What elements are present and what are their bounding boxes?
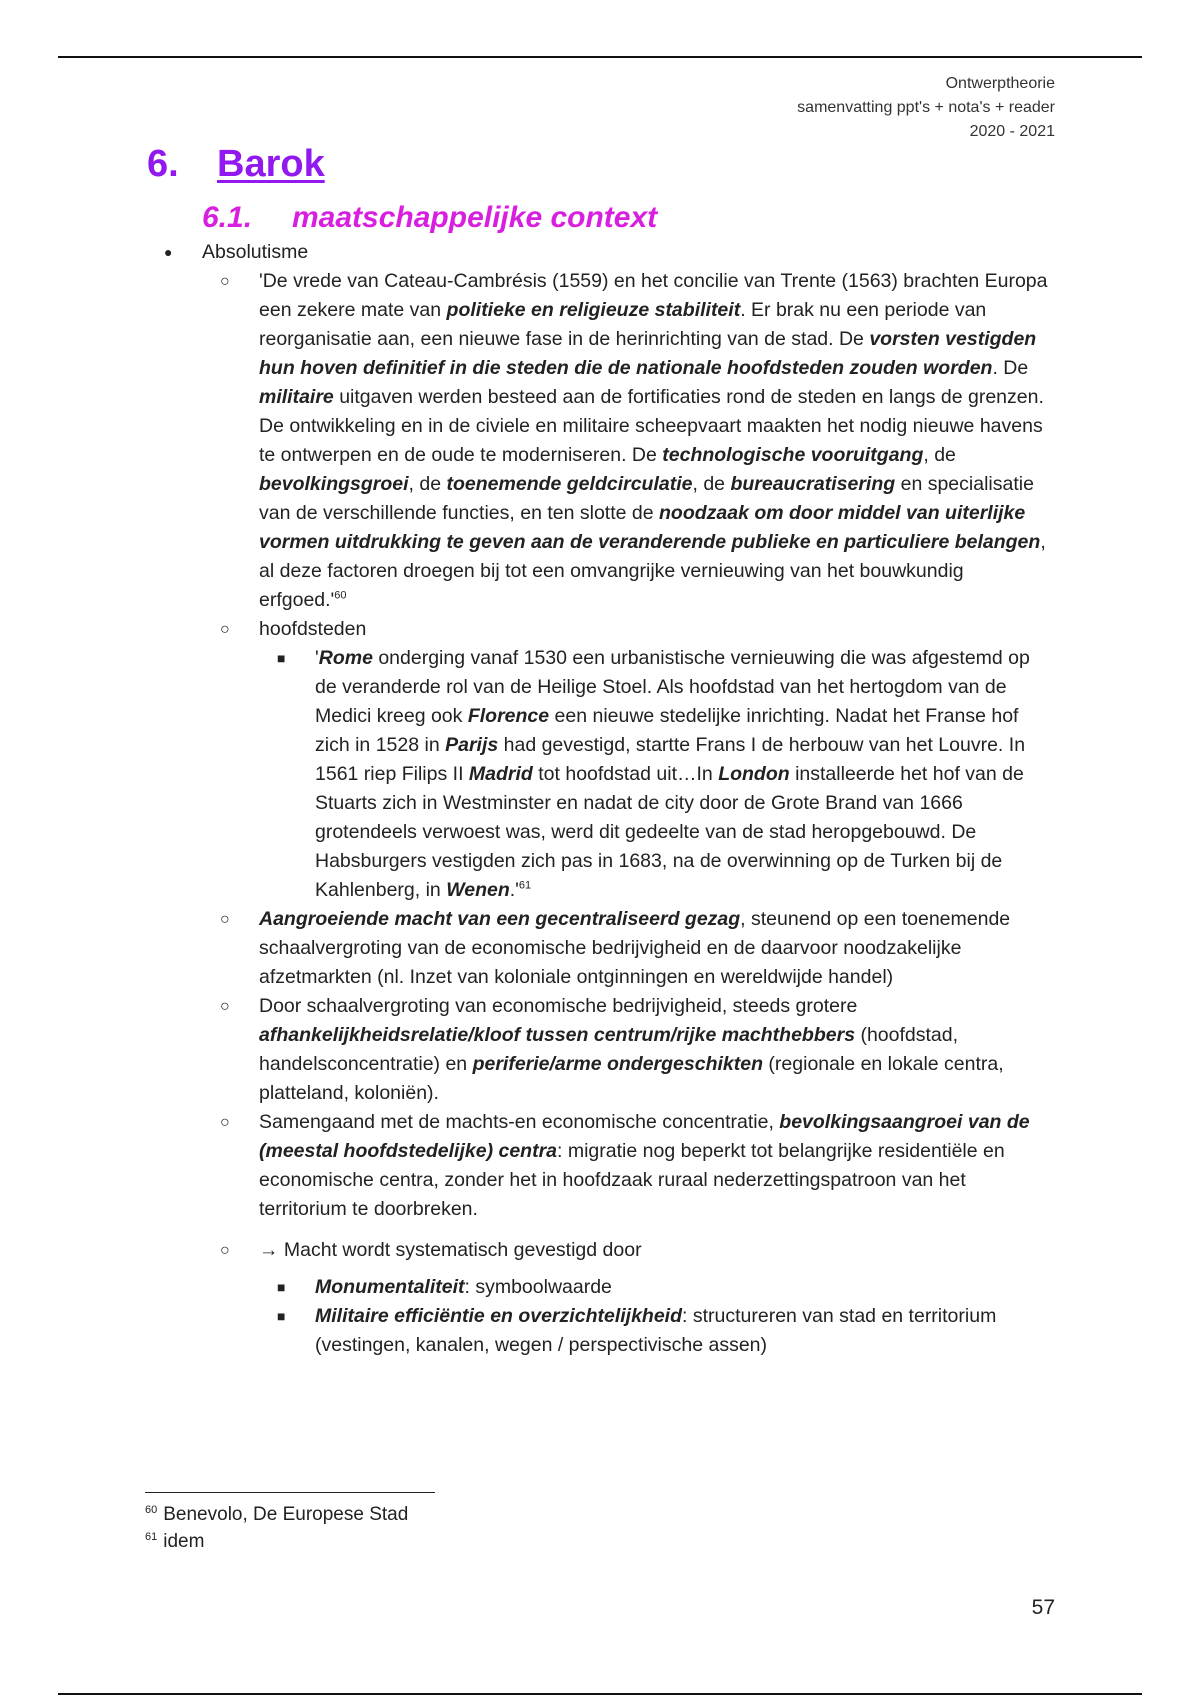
list-item-dependency: ○ Door schaalvergroting van economische bedrijvigheid, steeds grotere afhankelijkheidsrelatie/kloof tussen centrum/rijke machthebbers (hoofdstad, handelsconcentratie) en periferie/arme ondergeschikten (regionale en lokale centra, platteland, koloniën). bbox=[202, 992, 1050, 1108]
footnote-ref-60: 60 bbox=[334, 589, 347, 602]
list-item-population-growth: ○ Samengaand met de machts-en economische concentratie, bevolkingsaangroei van de (meestal hoofdstedelijke) centra: migratie nog beperkt tot belangrijke residentiële en economische centra, zonder het in hoofdzaak ruraal nederzettingspatroon van het territorium te doorbreken. bbox=[202, 1108, 1050, 1224]
footnote-separator bbox=[145, 1492, 435, 1493]
footnotes bbox=[145, 1501, 408, 1555]
footnote-60: $^{60}$ Benevolo, De Europese Stad bbox=[145, 1503, 409, 1525]
list-item-absolutisme: ● Absolutisme ○ 'De vrede van Cateau-Cambrésis (1559) en het concilie van Trente (1563) brachten Europa een zekere mate van politieke en religieuze stabiliteit. Er brak nu een periode van reorganisatie aan, een nieuwe fase in de herinrichting van de stad. De vorsten vestigden hun hoven definitief in die steden die de nationale hoofdsteden zouden worden. De militaire uitgaven werden besteed aan de fortificaties rond de steden en langs de grenzen. De ontwikkeling en in de civiele en militaire scheepvaart maakten het nodig nieuwe havens te ontwerpen en de oude te moderniseren. De technologische vooruitgang, de bevolkingsgroei, de toenemende geldcirculatie, de bureaucratisering en specialisatie van de verschillende functies, en ten slotte de noodzaak om door middel van uiterlijke vormen uitdrukking te geven aan de veranderende publieke en particuliere belangen, al deze factoren droegen bij tot een omvangrijke vernieuwing van het bouwkundig $erfgoed.'^{60}$ ○ hoofdsteden ■ 'Rome onderging vanaf 1530 een urbanistische vernieuwing die was afgestemd op de veranderde rol van de Heilige Stoel. Als hoofdstad van het hertogdom van de Medici kreeg ook Florence een nieuwe stedelijke inrichting. Nadat het Franse hof zich in 1528 in Parijs had gevestigd, startte Frans I de herbouw van het Louvre. In 1561 riep Filips II Madrid tot hoofdstad uit…In London installeerde het hof van de Stuarts zich in Westminster en nadat de city door de Grote Brand van 1666 grotendeels verwoest was, werd dit gedeelte van de stad heropgebouwd. De Habsburgers vestigden zich pas in 1683, na de overwinning op de Turken bij de Kahlenberg, in $Wenen.'^{61}$ ○ Aangroeiende macht van een gecentraliseerd gezag, steunend op een toenemende schaalvergroting van de economische bedrijvigheid en de daarvoor noodzakelijke afzetmarkten (nl. Inzet van koloniale ontginningen en wereldwijde handel) ○ Door schaalvergroting van economische bedrijvigheid, steeds grotere afhankelijkheidsrelatie/kloof tussen centrum/rijke machthebbers (hoofdstad, handelsconcentratie) en periferie/arme ondergeschikten (regionale en lokale centra, platteland, koloniën). ○ Samengaand met de machts-en economische concentratie, bevolkingsaangroei van de (meestal hoofdstedelijke) centra: migratie nog beperkt tot belangrijke residentiële en economische centra, zonder het in hoofdzaak ruraal nederzettingspatroon van het territorium te doorbreken. ○ → Macht wordt systematisch gevestigd door ■ Monumentaliteit: symboolwaarde ■ Militaire efficiëntie en overzichtelijkheid: structureren van stad en territorium (vestingen, kanalen, wegen / perspectivische assen) bbox=[150, 238, 1050, 1360]
sub-sub-list bbox=[259, 644, 1050, 905]
footnote-ref-61: 61 bbox=[518, 879, 532, 892]
list-item-power-established: ○ → Macht wordt systematisch gevestigd door ■ Monumentaliteit: symboolwaarde ■ Militaire efficiëntie en overzichtelijkheid: structureren van stad en territorium (vestingen, kanalen, wegen / perspectivische assen) bbox=[202, 1236, 1050, 1360]
chapter-heading bbox=[147, 142, 325, 186]
footnote-61: $^{61}$ idem bbox=[145, 1530, 205, 1552]
bullet-list bbox=[150, 238, 1050, 1360]
header-year: 2020 - 2021 bbox=[969, 123, 1055, 140]
header-subtitle: samenvatting ppt's + nota's + reader bbox=[797, 99, 1055, 116]
sub-list bbox=[202, 267, 1050, 1360]
page-body bbox=[150, 238, 1050, 1360]
list-item-capitals-quote: ■ 'Rome onderging vanaf 1530 een urbanistische vernieuwing die was afgestemd op de veranderde rol van de Heilige Stoel. Als hoofdstad van het hertogdom van de Medici kreeg ook Florence een nieuwe stedelijke inrichting. Nadat het Franse hof zich in 1528 in Parijs had gevestigd, startte Frans I de herbouw van het Louvre. In 1561 riep Filips II Madrid tot hoofdstad uit…In London installeerde het hof van de Stuarts zich in Westminster en nadat de city door de Grote Brand van 1666 grotendeels verwoest was, werd dit gedeelte van de stad heropgebouwd. De Habsburgers vestigden zich pas in 1683, na de overwinning op de Turken bij de Kahlenberg, in $Wenen.'^{61}$ bbox=[259, 644, 1050, 905]
chapter-title: Barok bbox=[217, 143, 325, 185]
section-title: maatschappelijke context bbox=[292, 201, 658, 234]
section-number: 6.1. bbox=[202, 201, 253, 234]
section-heading bbox=[202, 198, 657, 238]
page-header bbox=[797, 72, 1055, 144]
list-item-militaire-efficientie: ■ Militaire efficiëntie en overzichtelijkheid: structureren van stad en territorium (vestingen, kanalen, wegen / perspectivische assen) bbox=[259, 1302, 1050, 1360]
list-item-quote-benevolo: ○ 'De vrede van Cateau-Cambrésis (1559) en het concilie van Trente (1563) brachten Europa een zekere mate van politieke en religieuze stabiliteit. Er brak nu een periode van reorganisatie aan, een nieuwe fase in de herinrichting van de stad. De vorsten vestigden hun hoven definitief in die steden die de nationale hoofdsteden zouden worden. De militaire uitgaven werden besteed aan de fortificaties rond de steden en langs de grenzen. De ontwikkeling en in de civiele en militaire scheepvaart maakten het nodig nieuwe havens te ontwerpen en de oude te moderniseren. De technologische vooruitgang, de bevolkingsgroei, de toenemende geldcirculatie, de bureaucratisering en specialisatie van de verschillende functies, en ten slotte de noodzaak om door middel van uiterlijke vormen uitdrukking te geven aan de veranderende publieke en particuliere belangen, al deze factoren droegen bij tot een omvangrijke vernieuwing van het bouwkundig $erfgoed.'^{60}$ bbox=[202, 267, 1050, 615]
chapter-number: 6. bbox=[147, 143, 179, 185]
header-course: Ontwerptheorie bbox=[945, 75, 1055, 92]
top-rule bbox=[58, 56, 1142, 58]
bottom-rule bbox=[58, 1693, 1142, 1695]
list-item-centralised-power: ○ Aangroeiende macht van een gecentraliseerd gezag, steunend op een toenemende schaalvergroting van de economische bedrijvigheid en de daarvoor noodzakelijke afzetmarkten (nl. Inzet van koloniale ontginningen en wereldwijde handel) bbox=[202, 905, 1050, 992]
list-item-monumentaliteit: ■ Monumentaliteit: symboolwaarde bbox=[259, 1273, 1050, 1302]
list-item-hoofdsteden: ○ hoofdsteden ■ 'Rome onderging vanaf 1530 een urbanistische vernieuwing die was afgestemd op de veranderde rol van de Heilige Stoel. Als hoofdstad van het hertogdom van de Medici kreeg ook Florence een nieuwe stedelijke inrichting. Nadat het Franse hof zich in 1528 in Parijs had gevestigd, startte Frans I de herbouw van het Louvre. In 1561 riep Filips II Madrid tot hoofdstad uit…In London installeerde het hof van de Stuarts zich in Westminster en nadat de city door de Grote Brand van 1666 grotendeels verwoest was, werd dit gedeelte van de stad heropgebouwd. De Habsburgers vestigden zich pas in 1683, na de overwinning op de Turken bij de Kahlenberg, in $Wenen.'^{61}$ bbox=[202, 615, 1050, 905]
sub-sub-list bbox=[259, 1273, 1050, 1360]
page-number: 57 bbox=[1031, 1596, 1055, 1619]
